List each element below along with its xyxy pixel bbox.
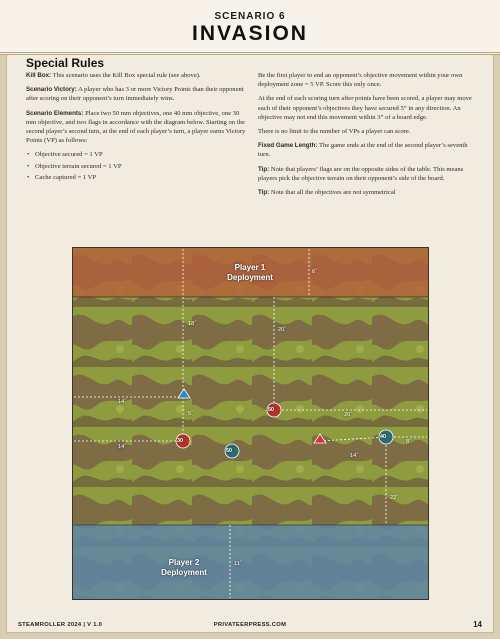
page-number: 14 — [473, 620, 482, 629]
player1-sub-label: Deployment — [227, 273, 273, 282]
elements-label: Scenario Elements: — [26, 109, 84, 117]
no-limit-paragraph: There is no limit to the number of VPs a player can score. — [258, 128, 411, 136]
player1-label: Player 1 — [234, 263, 266, 272]
player2-deployment-zone — [72, 525, 429, 600]
player2-label: Player 2 — [168, 558, 200, 567]
scenario-map — [72, 247, 429, 600]
tip-flags-text: Note that players’ flags are on the opposite sides of the table. This means players pick the objective terrain on their opponent’s side of the board. — [258, 165, 464, 182]
player1-deployment-label — [200, 263, 300, 283]
measurement-label: 14˝ — [118, 444, 127, 450]
tip-label: Tip: — [258, 165, 270, 173]
map-diagram — [72, 247, 429, 600]
measurement-label: 11˝ — [234, 561, 242, 567]
tip-label: Tip: — [258, 189, 270, 197]
footer-document-version: STEAMROLLER 2024 | V 1.0 — [18, 622, 103, 628]
measurement-label: 14˝ — [350, 453, 359, 459]
player2-sub-label: Deployment — [161, 568, 207, 577]
victory-text: A player who has 3 or more Victory Points than their opponent after scoring on their opponent’s turn immediately wins. — [26, 86, 244, 103]
objective-30-label: 30 — [177, 438, 183, 444]
tip-symmetry-text: Note that all the objectives are not symmetrical — [269, 189, 396, 197]
objective-40-label: 40 — [380, 434, 386, 440]
measurement-label: 22˝ — [390, 495, 399, 501]
measurement-label: 20˝ — [344, 412, 353, 418]
tip-flags-paragraph — [258, 165, 476, 183]
measurement-label: 6˝ — [312, 269, 317, 275]
scenario-number: SCENARIO 6 — [214, 11, 286, 22]
deployment-score-paragraph: Be the first player to end an opponent’s objective movement within your own deployment zone = 5 VP. Score this only once. — [258, 72, 463, 89]
kill-box-text: This scenario uses the Kill Box special rule (see above). — [51, 72, 201, 79]
list-item: • Objective secured = 1 VP — [26, 150, 248, 159]
rules-right-column — [258, 71, 476, 202]
list-item: • Cache captured = 1 VP — [26, 173, 248, 182]
scenario-title: INVASION — [192, 22, 308, 45]
rules-left-column — [26, 71, 248, 187]
victory-label: Scenario Victory: — [26, 86, 77, 94]
player2-deployment-label — [134, 558, 234, 578]
victory-paragraph — [26, 85, 248, 103]
measurement-label: 14˝ — [118, 399, 127, 405]
section-heading: Special Rules — [26, 56, 105, 70]
measurement-label: 5˝ — [188, 411, 193, 417]
kill-box-label: Kill Box: — [26, 72, 52, 79]
footer-website: PRIVATEERPRESS.COM — [213, 622, 287, 628]
elements-paragraph — [26, 109, 248, 146]
measurement-label: 18˝ — [188, 321, 197, 327]
scenario-header — [0, 0, 500, 55]
kill-box-paragraph — [26, 71, 248, 80]
measurement-label: 8˝ — [406, 439, 411, 445]
objective-50-label: 50 — [268, 407, 274, 413]
game-length-text: The game ends at the end of the second player’s seventh turn. — [258, 142, 468, 159]
objective-50-label: 50 — [226, 448, 232, 454]
vp-list — [26, 150, 248, 182]
game-length-label: Fixed Game Length: — [258, 142, 318, 150]
elements-text: Place two 50 mm objectives, one 40 mm objective, one 30 mm objective, and two flags in accordance with the diagram below. Starting on the second player’s second turn, at the end of each player’s turn, a player earns Victory Points (VP) as follows: — [26, 109, 246, 145]
move-objectives-paragraph: At the end of each scoring turn after points have been scored, a player may move each of their opponent’s objectives they have secured 5” in any direction. An objective may not end this movement within 3” of a board edge. — [258, 95, 472, 121]
tip-symmetry-paragraph — [258, 188, 476, 197]
list-item: • Objective terrain secured = 1 VP — [26, 162, 248, 171]
measurement-label: 20˝ — [278, 327, 287, 333]
game-length-paragraph — [258, 141, 476, 159]
